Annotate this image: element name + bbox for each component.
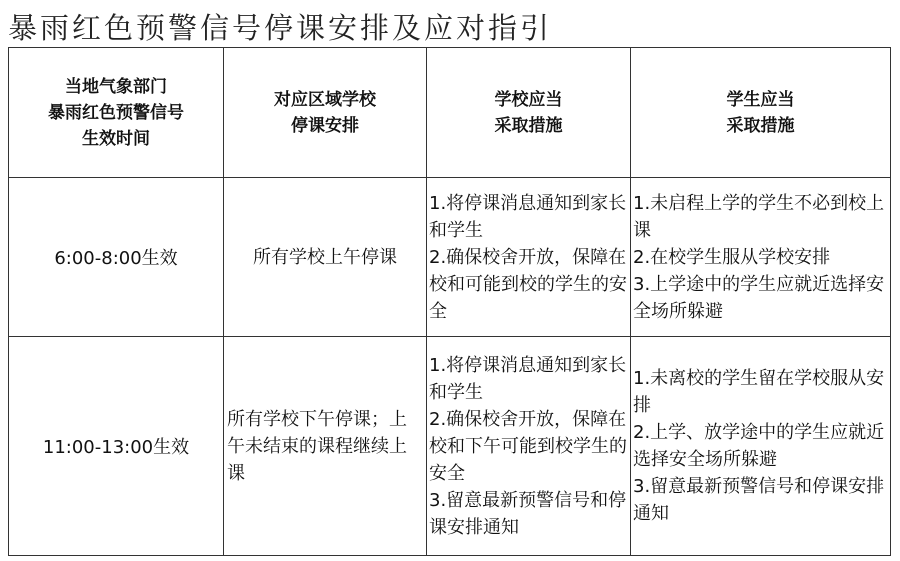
- header-student-measures: 学生应当 采取措施: [631, 48, 891, 178]
- school-measure-item: 1.将停课消息通知到家长和学生: [429, 354, 627, 403]
- school-measure-item: 3.留意最新预警信号和停课安排通知: [429, 489, 627, 538]
- student-measure-item: 2.在校学生服从学校安排: [633, 246, 831, 268]
- school-measure-item: 2.确保校舍开放，保障在校和下午可能到校学生的安全: [429, 408, 627, 484]
- student-measure-item: 1.未离校的学生留在学校服从安排: [633, 368, 885, 416]
- student-measures-cell: [631, 178, 891, 337]
- school-measures-cell: [427, 178, 631, 337]
- header-effective-time: 当地气象部门 暴雨红色预警信号 生效时间: [9, 48, 224, 178]
- student-measure-item: 3.上学途中的学生应就近选择安全场所躲避: [633, 273, 885, 322]
- table-header-row: [9, 48, 891, 178]
- page-title: 暴雨红色预警信号停课安排及应对指引: [8, 11, 553, 45]
- student-measures-cell: [631, 337, 891, 556]
- school-measures-cell: [427, 337, 631, 556]
- arrangement-cell: 所有学校下午停课；上午未结束的课程继续上课: [224, 337, 427, 556]
- effective-time-cell: 6:00-8:00生效: [9, 178, 224, 337]
- effective-time-cell: 11:00-13:00生效: [9, 337, 224, 556]
- student-measure-item: 3.留意最新预警信号和停课安排通知: [633, 476, 885, 524]
- student-measure-item: 2.上学、放学途中的学生应就近选择安全场所躲避: [633, 422, 885, 470]
- arrangement-cell: 所有学校上午停课: [224, 178, 427, 337]
- schedule-table: [8, 47, 891, 556]
- student-measure-item: 1.未启程上学的学生不必到校上课: [633, 192, 885, 241]
- header-school-measures: 学校应当 采取措施: [427, 48, 631, 178]
- school-measure-item: 2.确保校舍开放，保障在校和可能到校的学生的安全: [429, 246, 627, 322]
- school-measure-item: 1.将停课消息通知到家长和学生: [429, 192, 627, 241]
- table-row: [9, 337, 891, 556]
- header-school-arrangement: 对应区域学校 停课安排: [224, 48, 427, 178]
- table-row: [9, 178, 891, 337]
